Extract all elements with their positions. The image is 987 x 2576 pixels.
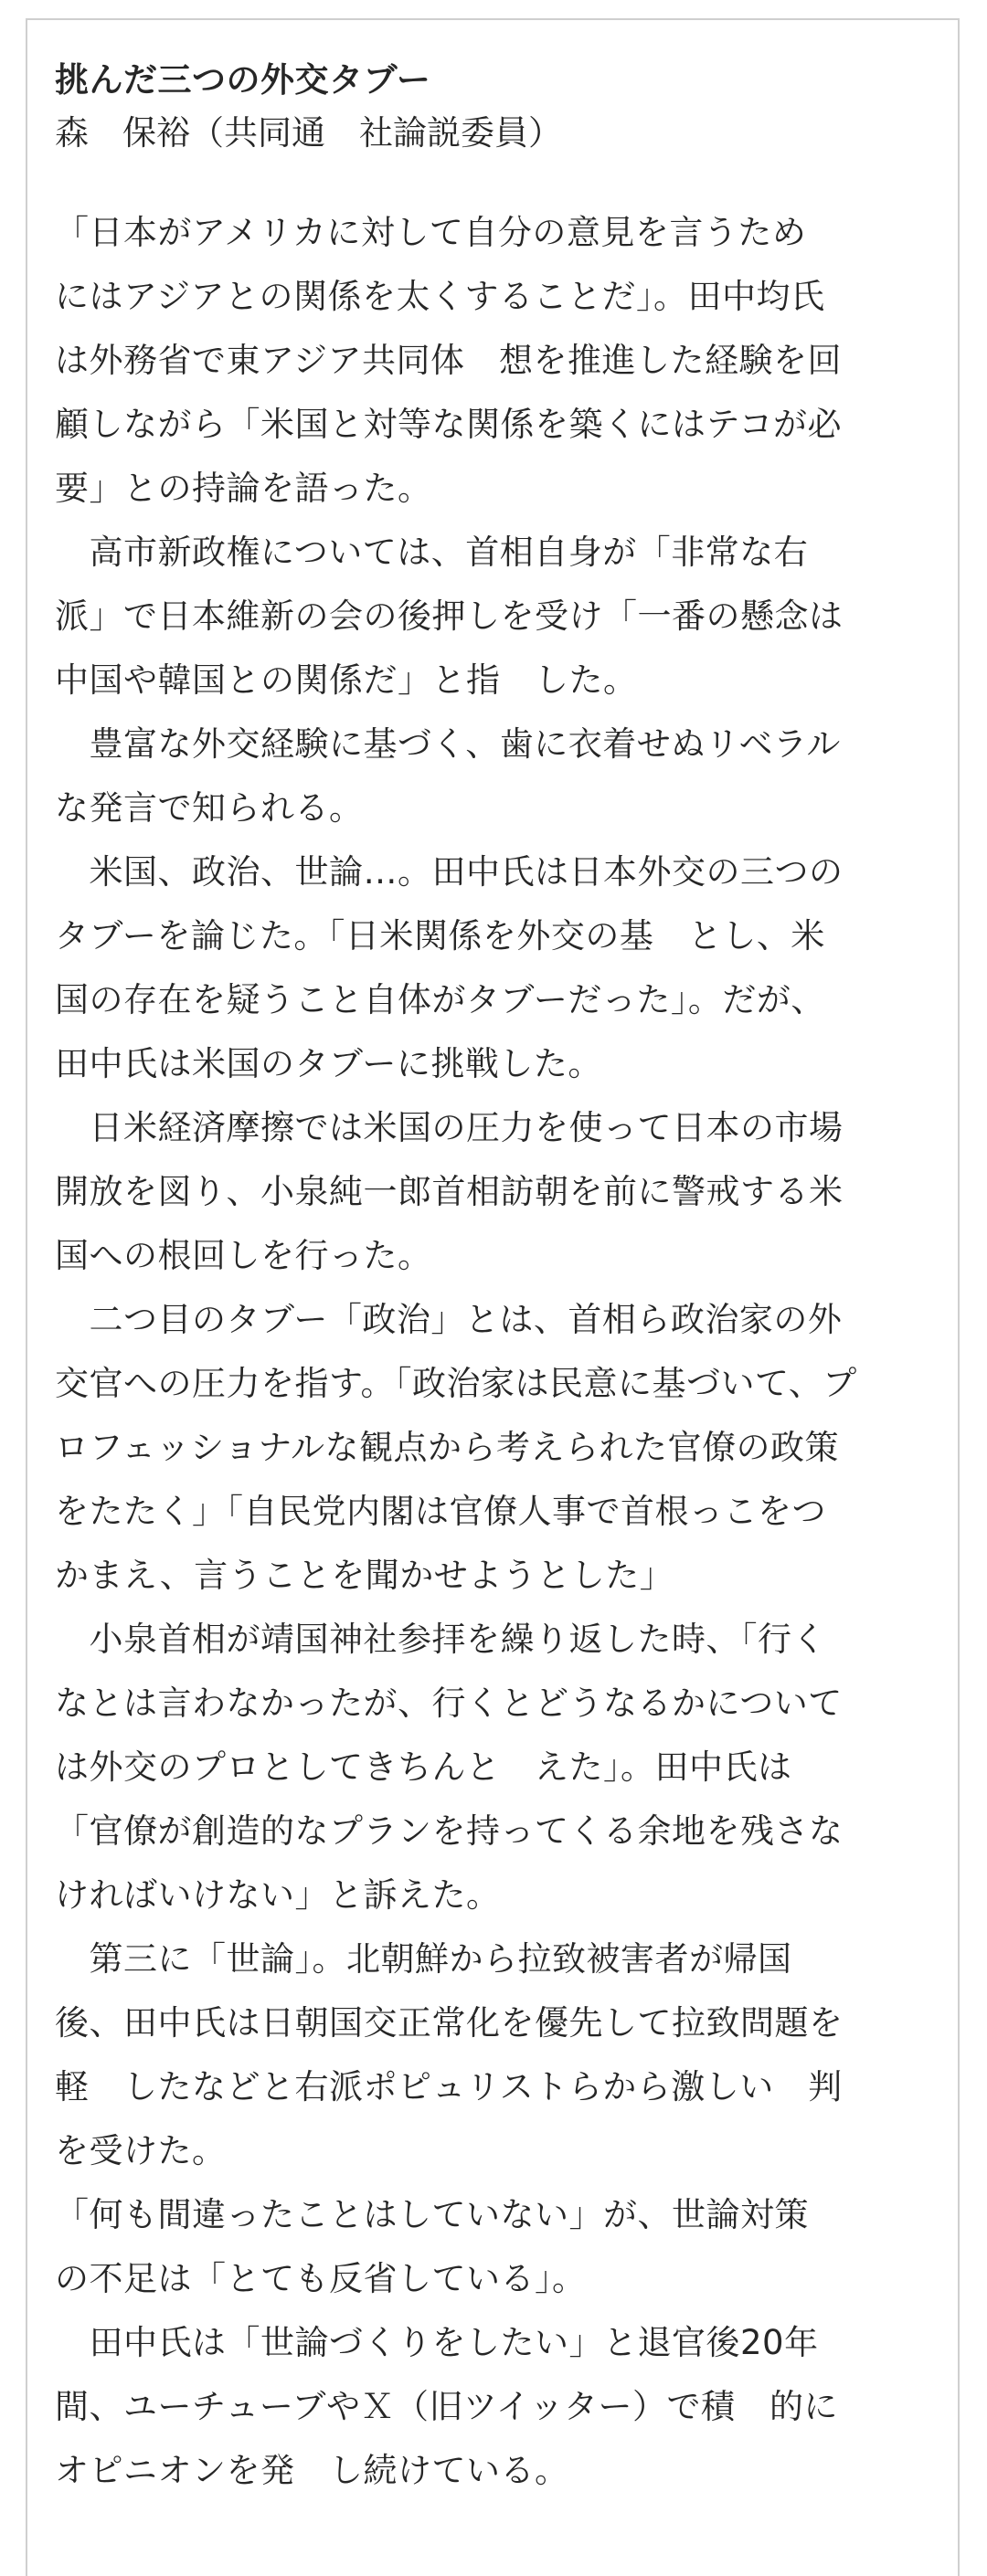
- article-content: [55, 57, 932, 2503]
- article-line: 「何も間違ったことはしていない」が、世論対策: [55, 2195, 809, 2234]
- article-line: かまえ、言うことを聞かせようとした」: [55, 1556, 674, 1595]
- article-line: は外務省で東アジア共同体 想を推進した経験を回: [55, 341, 843, 380]
- article-line: タブーを論じた。「日米関係を外交の基 とし、米: [55, 916, 825, 955]
- article-line: 日米経済摩擦では米国の圧力を使って日本の市場: [55, 1108, 844, 1147]
- article-line: を受けた。: [55, 2131, 227, 2170]
- article-line: 豊富な外交経験に基づく、歯に衣着せぬリベラル: [55, 724, 841, 764]
- article-line: 開放を図り、小泉純一郎首相訪朝を前に警戒する米: [55, 1172, 844, 1211]
- article-title: 挑んだ三つの外交タブー: [55, 60, 431, 100]
- article-line: 交官への圧力を指す。「政治家は民意に基づいて、プ: [55, 1364, 857, 1403]
- article-body: [55, 201, 932, 2503]
- article-line: の不足は「とても反省している」。: [55, 2259, 587, 2298]
- article-line: 「官僚が創造的なプランを持ってくる余地を残さな: [55, 1811, 844, 1851]
- article-line: 第三に「世論」。北朝鮮から拉致被害者が帰国: [55, 1939, 792, 1979]
- article-line: 間、ユーチューブやＸ（旧ツイッター）で積 的に: [55, 2387, 838, 2426]
- article-line: 要」との持論を語った。: [55, 469, 432, 508]
- article-line: 中国や韓国との関係だ」と指 した。: [55, 660, 638, 700]
- article-line: は外交のプロとしてきちんと えた」。田中氏は: [55, 1747, 792, 1787]
- article-line: な発言で知られる。: [55, 788, 364, 828]
- article-line: 後、田中氏は日朝国交正常化を優先して拉致問題を: [55, 2003, 844, 2043]
- article-byline: 森 保裕（共同通 社論説委員）: [55, 113, 562, 153]
- article-line: をたたく」「自民党内閣は官僚人事で首根っこをつ: [55, 1492, 826, 1531]
- article-line: 米国、政治、世論…。田中氏は日本外交の三つの: [55, 852, 844, 892]
- article-line: にはアジアとの関係を太くすることだ」。田中均氏: [55, 277, 825, 316]
- article-line: ければいけない」と訴えた。: [55, 1875, 501, 1915]
- article-line: 田中氏は「世論づくりをしたい」と退官後20年: [55, 2323, 819, 2362]
- article-line: 「日本がアメリカに対して自分の意見を言うため: [55, 213, 807, 252]
- article-line: 高市新政権については、首相自身が「非常な右: [55, 533, 809, 572]
- article-line: 田中氏は米国のタブーに挑戦した。: [55, 1044, 602, 1083]
- article-line: 二つ目のタブー「政治」とは、首相ら政治家の外: [55, 1300, 843, 1339]
- article-line: 軽 したなどと右派ポピュリストらから激しい 判: [55, 2067, 843, 2106]
- article-card: [26, 18, 960, 2576]
- article-line: 国への根回しを行った。: [55, 1236, 432, 1275]
- article-line: 派」で日本維新の会の後押しを受け「一番の懸念は: [55, 596, 844, 636]
- article-line: ロフェッショナルな観点から考えられた官僚の政策: [55, 1428, 840, 1467]
- article-line: 顧しながら「米国と対等な関係を築くにはテコが必: [55, 405, 843, 444]
- article-line: なとは言わなかったが、行くとどうなるかについて: [55, 1684, 843, 1723]
- article-line: 国の存在を疑うこと自体がタブーだった」。だが、: [55, 980, 825, 1019]
- article-line: 小泉首相が靖国神社参拝を繰り返した時、「行く: [55, 1620, 826, 1659]
- article-line: オピニオンを発 し続けている。: [55, 2451, 569, 2490]
